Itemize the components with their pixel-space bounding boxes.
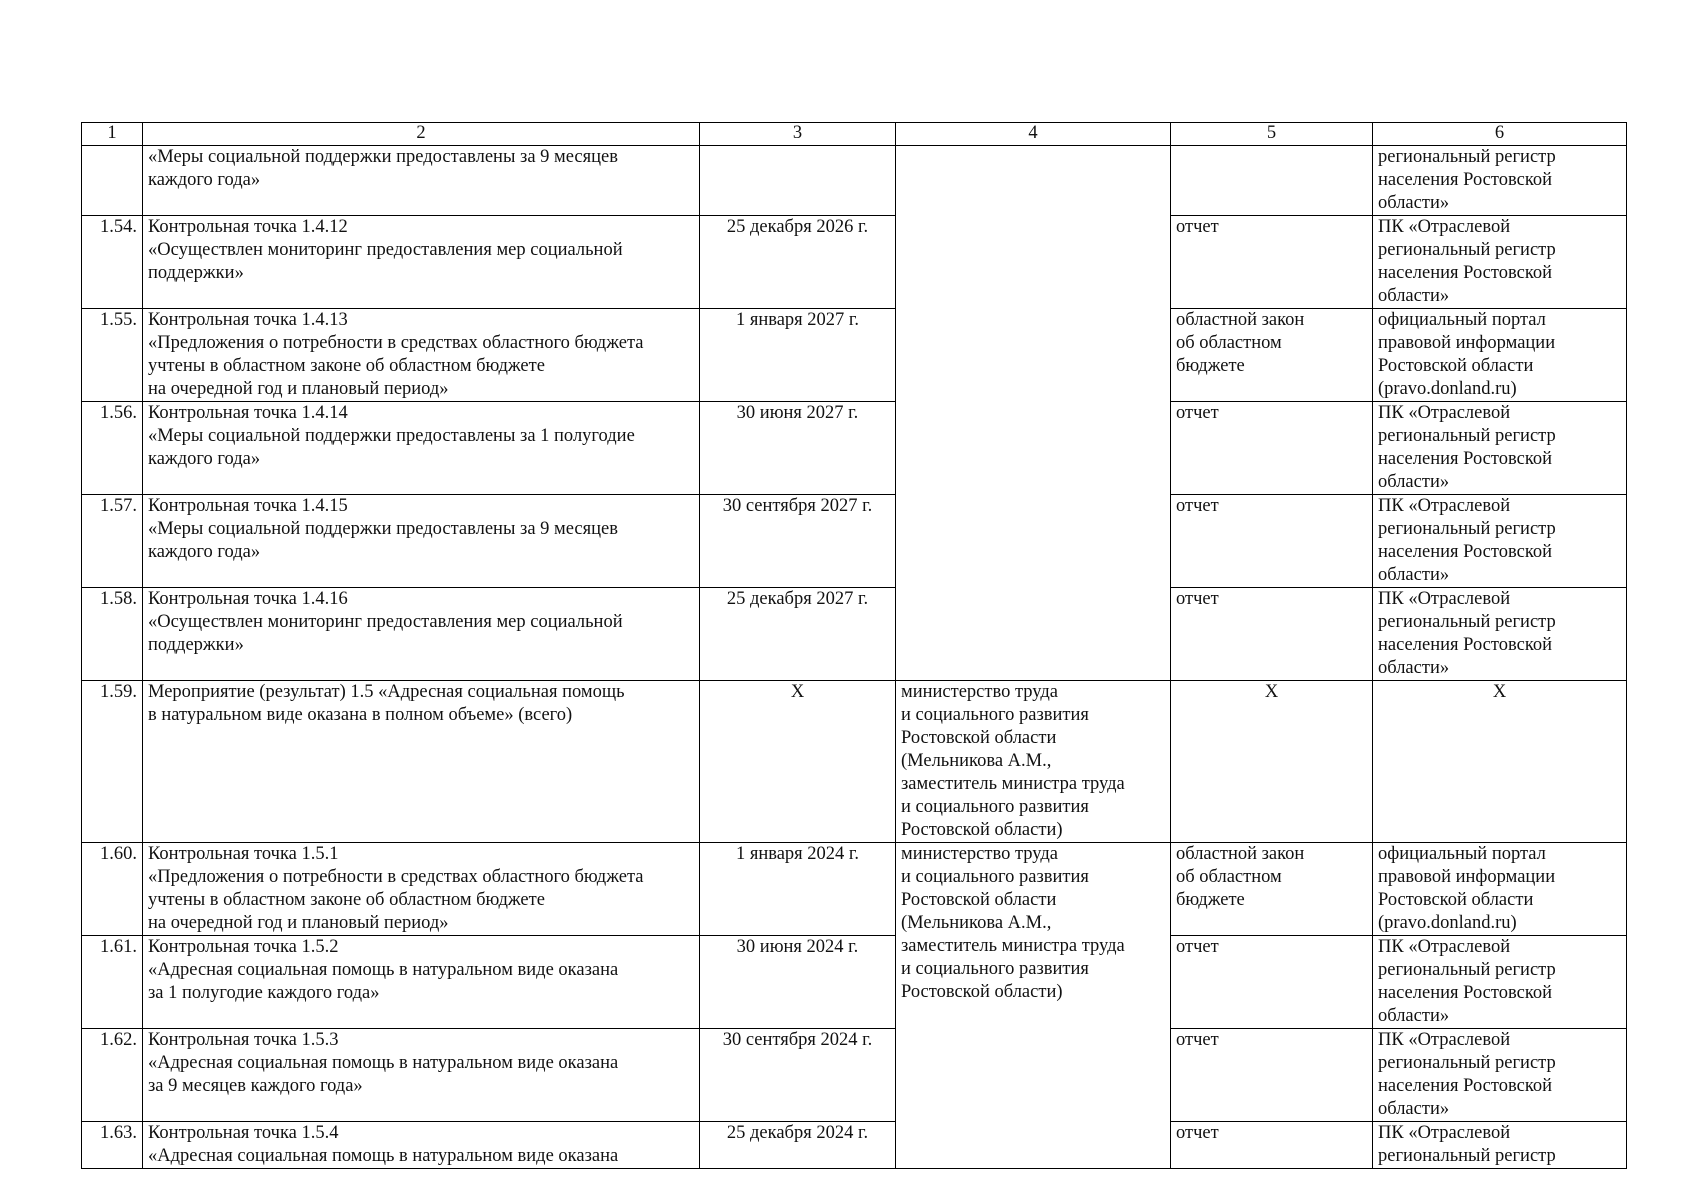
- row-source: региональный регистр населения Ростовской области»: [1373, 146, 1627, 216]
- row-document: отчет: [1171, 216, 1373, 309]
- column-header-4: 4: [896, 123, 1171, 146]
- table-row: [82, 216, 1627, 309]
- row-source: ПК «Отраслевой региональный регистр населения Ростовской области»: [1373, 1029, 1627, 1122]
- row-title: Контрольная точка 1.4.12: [148, 217, 348, 237]
- responsible-cell: [896, 146, 1171, 681]
- row-document: отчет: [1171, 588, 1373, 681]
- row-title: Мероприятие (результат) 1.5 «Адресная социальная помощь: [148, 682, 625, 702]
- row-description: [143, 681, 700, 843]
- table-row: [82, 588, 1627, 681]
- row-date: [700, 146, 896, 216]
- table-row: [82, 495, 1627, 588]
- row-document: отчет: [1171, 402, 1373, 495]
- row-number: 1.62.: [82, 1029, 143, 1122]
- row-source: ПК «Отраслевой региональный регистр населения Ростовской области»: [1373, 495, 1627, 588]
- row-document: областной закон об областном бюджете: [1171, 309, 1373, 402]
- column-header-6: 6: [1373, 123, 1627, 146]
- row-text: «Осуществлен мониторинг предоставления мер социальной поддержки»: [148, 612, 623, 655]
- row-source: официальный портал правовой информации Ростовской области (pravo.donland.ru): [1373, 309, 1627, 402]
- row-number: 1.59.: [82, 681, 143, 843]
- table-row: [82, 681, 1627, 843]
- row-title: Контрольная точка 1.4.16: [148, 589, 348, 609]
- row-source: ПК «Отраслевой региональный регистр населения Ростовской области»: [1373, 216, 1627, 309]
- control-points-table: [81, 122, 1627, 1169]
- row-title: Контрольная точка 1.5.3: [148, 1030, 339, 1050]
- row-date: Х: [700, 681, 896, 843]
- responsible-cell: министерство труда и социального развития Ростовской области (Мельникова А.М., заместитель министра труда и социального развития Ростовской области): [896, 681, 1171, 843]
- row-source: ПК «Отраслевой региональный регистр: [1373, 1122, 1627, 1169]
- row-title: Контрольная точка 1.5.2: [148, 937, 339, 957]
- row-number: 1.60.: [82, 843, 143, 936]
- row-document: отчет: [1171, 1029, 1373, 1122]
- column-number-header-row: [82, 123, 1627, 146]
- row-description: «Меры социальной поддержки предоставлены за 9 месяцев каждого года»: [143, 146, 700, 216]
- row-text: «Адресная социальная помощь в натуральном виде оказана за 1 полугодие каждого года»: [148, 960, 619, 1003]
- table-row: [82, 843, 1627, 936]
- row-title: Контрольная точка 1.4.15: [148, 496, 348, 516]
- column-header-5: 5: [1171, 123, 1373, 146]
- row-source: Х: [1373, 681, 1627, 843]
- row-title: Контрольная точка 1.4.13: [148, 310, 348, 330]
- row-source: ПК «Отраслевой региональный регистр населения Ростовской области»: [1373, 402, 1627, 495]
- row-title: Контрольная точка 1.5.4: [148, 1123, 339, 1143]
- row-text: «Меры социальной поддержки предоставлены за 1 полугодие каждого года»: [148, 426, 635, 469]
- row-source: ПК «Отраслевой региональный регистр населения Ростовской области»: [1373, 936, 1627, 1029]
- table-row: [82, 1029, 1627, 1122]
- row-text: в натуральном виде оказана в полном объеме» (всего): [148, 705, 573, 725]
- row-number: 1.61.: [82, 936, 143, 1029]
- column-header-2: 2: [143, 123, 700, 146]
- row-date: 1 января 2024 г.: [700, 843, 896, 936]
- column-header-1: 1: [82, 123, 143, 146]
- column-header-3: 3: [700, 123, 896, 146]
- row-number: 1.58.: [82, 588, 143, 681]
- row-source: официальный портал правовой информации Ростовской области (pravo.donland.ru): [1373, 843, 1627, 936]
- row-text: «Адресная социальная помощь в натуральном виде оказана за 9 месяцев каждого года»: [148, 1053, 619, 1096]
- table-row: [82, 146, 1627, 216]
- responsible-cell: министерство труда и социального развития Ростовской области (Мельникова А.М., заместитель министра труда и социального развития Ростовской области): [896, 843, 1171, 1169]
- row-description: [143, 216, 700, 309]
- row-date: 25 декабря 2027 г.: [700, 588, 896, 681]
- row-number: 1.55.: [82, 309, 143, 402]
- row-text: «Предложения о потребности в средствах областного бюджета учтены в областном законе об областном бюджете на очередной год и плановый период»: [148, 333, 644, 399]
- row-date: 30 сентября 2027 г.: [700, 495, 896, 588]
- table-row: [82, 1122, 1627, 1169]
- row-title: Контрольная точка 1.5.1: [148, 844, 339, 864]
- row-source: ПК «Отраслевой региональный регистр населения Ростовской области»: [1373, 588, 1627, 681]
- row-document: областной закон об областном бюджете: [1171, 843, 1373, 936]
- row-description: [143, 309, 700, 402]
- row-number: 1.54.: [82, 216, 143, 309]
- table-row: [82, 936, 1627, 1029]
- row-title: Контрольная точка 1.4.14: [148, 403, 348, 423]
- row-number: 1.56.: [82, 402, 143, 495]
- row-date: 30 июня 2027 г.: [700, 402, 896, 495]
- row-document: отчет: [1171, 936, 1373, 1029]
- row-date: 1 января 2027 г.: [700, 309, 896, 402]
- row-description: [143, 495, 700, 588]
- table-row: [82, 309, 1627, 402]
- row-description: [143, 588, 700, 681]
- row-text: «Меры социальной поддержки предоставлены за 9 месяцев каждого года»: [148, 519, 618, 562]
- row-text: «Адресная социальная помощь в натуральном виде оказана: [148, 1146, 619, 1166]
- row-number: 1.57.: [82, 495, 143, 588]
- row-date: 30 сентября 2024 г.: [700, 1029, 896, 1122]
- row-text: «Предложения о потребности в средствах областного бюджета учтены в областном законе об областном бюджете на очередной год и плановый период»: [148, 867, 644, 933]
- row-description: [143, 936, 700, 1029]
- row-description: [143, 402, 700, 495]
- row-document: [1171, 146, 1373, 216]
- row-document: отчет: [1171, 1122, 1373, 1169]
- row-date: 25 декабря 2024 г.: [700, 1122, 896, 1169]
- row-document: Х: [1171, 681, 1373, 843]
- row-number: 1.63.: [82, 1122, 143, 1169]
- row-description: [143, 1122, 700, 1169]
- table-row: [82, 402, 1627, 495]
- row-text: «Осуществлен мониторинг предоставления мер социальной поддержки»: [148, 240, 623, 283]
- row-number: [82, 146, 143, 216]
- row-date: 25 декабря 2026 г.: [700, 216, 896, 309]
- row-document: отчет: [1171, 495, 1373, 588]
- row-description: [143, 843, 700, 936]
- row-description: [143, 1029, 700, 1122]
- row-date: 30 июня 2024 г.: [700, 936, 896, 1029]
